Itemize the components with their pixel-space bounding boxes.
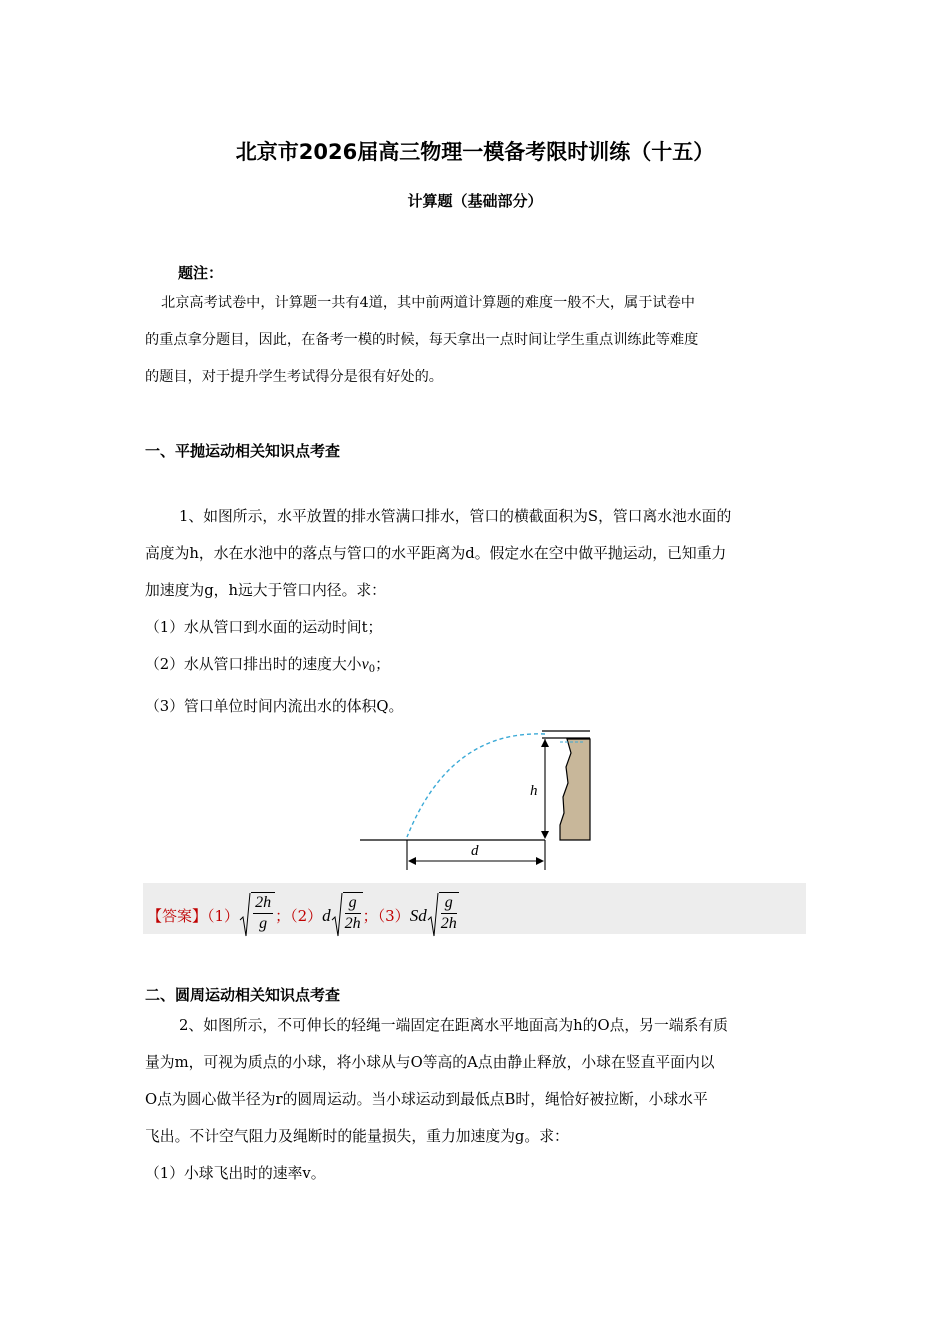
d-label: d: [471, 843, 479, 859]
note-line-2: 的重点拿分题目，因此，在备考一模的时候，每天拿出一点时间让学生重点训练此等难度: [145, 332, 699, 348]
answer-sep2: ；: [362, 907, 378, 925]
problem1-q2-var: v: [361, 656, 369, 673]
answer2-sqrt: [331, 892, 363, 934]
answer3-prefix: Sd: [409, 906, 427, 925]
answer-sep1: ；: [275, 907, 291, 925]
section2-heading: 二、圆周运动相关知识点考查: [145, 986, 341, 1004]
note-line-3: 的题目，对于提升学生考试得分是很有好处的。: [145, 369, 443, 385]
answer2-prefix: d: [322, 906, 331, 925]
height-arrow-top: [541, 739, 549, 747]
problem1-line-3: 加速度为g，h远大于管口内径。求：: [145, 582, 386, 599]
note-line-1: 北京高考试卷中，计算题一共有4道，其中前两道计算题的难度一般不大，属于试卷中: [161, 295, 695, 311]
answer3-sqrt: [427, 892, 459, 934]
answer2-numerator: g: [345, 893, 361, 914]
note-heading: 题注：: [178, 264, 224, 282]
problem1-q2: [145, 646, 815, 688]
d-arrow-right: [536, 857, 544, 865]
problem1-q2-prefix: （2）水从管口排出时的速度大小: [145, 656, 362, 673]
answer-part3-label: （3）: [377, 907, 410, 925]
problem2-line-2: 量为m，可视为质点的小球，将小球从与O等高的A点由静止释放，小球在竖直平面内以: [145, 1054, 715, 1071]
answer1-sqrt: [239, 892, 275, 934]
answer-part1-label: （1）: [207, 907, 240, 925]
radical-sign-icon: [331, 892, 343, 938]
rock-wall: [560, 739, 590, 840]
problem2-line-4: 飞出。不计空气阻力及绳断时的能量损失，重力加速度为g。求：: [145, 1128, 569, 1145]
section1-heading: 一、平抛运动相关知识点考查: [145, 442, 341, 460]
problem1-q2-suffix: ；: [375, 656, 390, 673]
problem2-text: [145, 1007, 815, 1192]
radical-sign-icon: [239, 892, 251, 938]
answer3-numerator: g: [441, 893, 457, 914]
problem1-q2-sub: 0: [368, 664, 376, 675]
answer1-denominator: g: [259, 915, 268, 932]
height-label: h: [530, 783, 538, 799]
height-arrow-bottom: [541, 831, 549, 839]
problem1-line-2: 高度为h，水在水池中的落点与管口的水平距离为d。假定水在空中做平抛运动，已知重力: [145, 545, 727, 562]
problem1-q3: （3）管口单位时间内流出水的体积Q。: [145, 698, 404, 715]
answer3-denominator: 2h: [440, 915, 457, 932]
projectile-figure: [355, 725, 600, 875]
document-subtitle: 计算题（基础部分）: [407, 192, 543, 210]
document-title: 北京市2026届高三物理一模备考限时训练（十五）: [235, 140, 715, 164]
radical-sign-icon: [427, 892, 439, 938]
problem2-line-3: O点为圆心做半径为r的圆周运动。当小球运动到最低点B时，绳恰好被拉断，小球水平: [145, 1091, 708, 1108]
answer-tag: 【答案】: [147, 907, 208, 925]
answer1-numerator: 2h: [253, 893, 273, 914]
problem1-q1: （1）水从管口到水面的运动时间t；: [145, 619, 383, 636]
answer2-denominator: 2h: [344, 915, 361, 932]
answer-line: [147, 896, 459, 938]
problem1-text: [145, 498, 815, 725]
problem2-q1: （1）小球飞出时的速率v。: [145, 1165, 326, 1182]
answer-part2-label: （2）: [290, 907, 323, 925]
d-arrow-left: [408, 857, 416, 865]
problem1-line-1: 1、如图所示，水平放置的排水管满口排水，管口的横截面积为S，管口离水池水面的: [179, 508, 732, 525]
problem2-line-1: 2、如图所示，不可伸长的轻绳一端固定在距离水平地面高为h的O点，另一端系有质: [179, 1017, 728, 1034]
note-paragraph: [145, 285, 810, 396]
water-trajectory: [407, 734, 545, 837]
